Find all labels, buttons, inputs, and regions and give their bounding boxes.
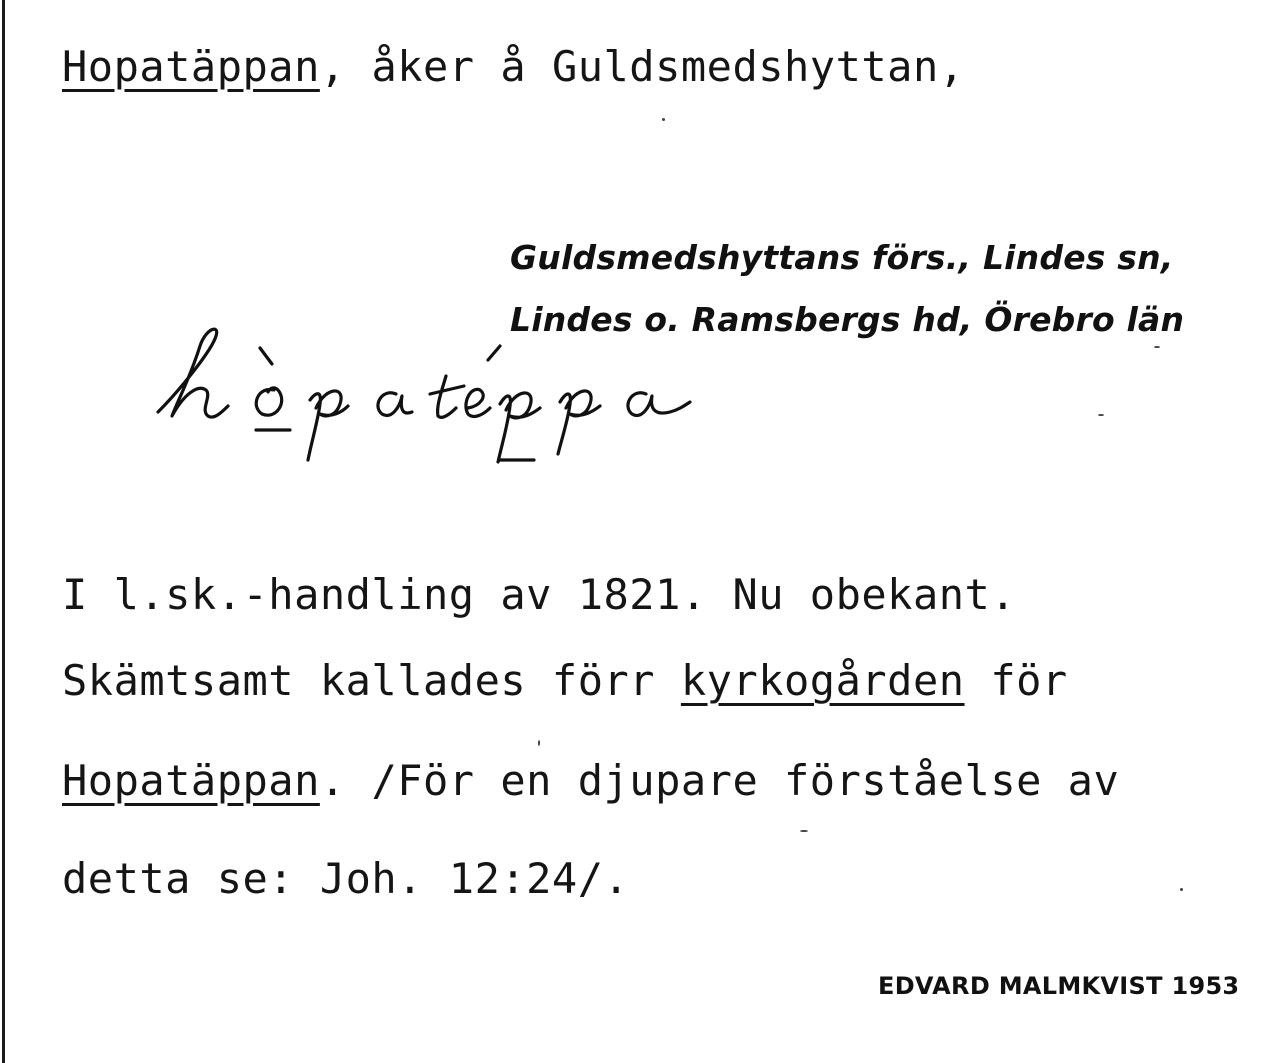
location-stamp-line-1: Guldsmedshyttans förs., Lindes sn, [510,238,1174,277]
scan-speck [800,830,808,832]
body-line-3 [62,756,1119,805]
body-line-3-after: . /För en djupare förståelse av [319,756,1120,805]
body-line-2 [62,656,1068,705]
heading-line [62,42,965,91]
body-line-1: I l.sk.-handling av 1821. Nu obekant. [62,570,1017,619]
author-signature: EDVARD MALMKVIST 1953 [878,972,1240,1000]
scan-speck [538,740,540,746]
scan-speck [1154,346,1160,348]
body-line-2-after: för [964,656,1068,705]
location-stamp-line-2: Lindes o. Ramsbergs hd, Örebro län [510,300,1185,339]
body-line-2-before: Skämtsamt kallades förr [62,656,681,705]
scan-speck [1180,888,1183,891]
scan-speck [662,118,665,121]
place-name: Hopatäppan [62,42,320,91]
underlined-term-hopatappan: Hopatäppan [62,756,320,805]
underlined-term-kyrkogarden: kyrkogården [680,656,965,705]
handwritten-pronunciation [150,320,710,470]
scan-speck [1098,414,1104,416]
place-description: , åker å Guldsmedshyttan, [319,42,965,91]
body-line-4: detta se: Joh. 12:24/. [62,854,630,903]
card-edge-rule [2,0,5,1063]
